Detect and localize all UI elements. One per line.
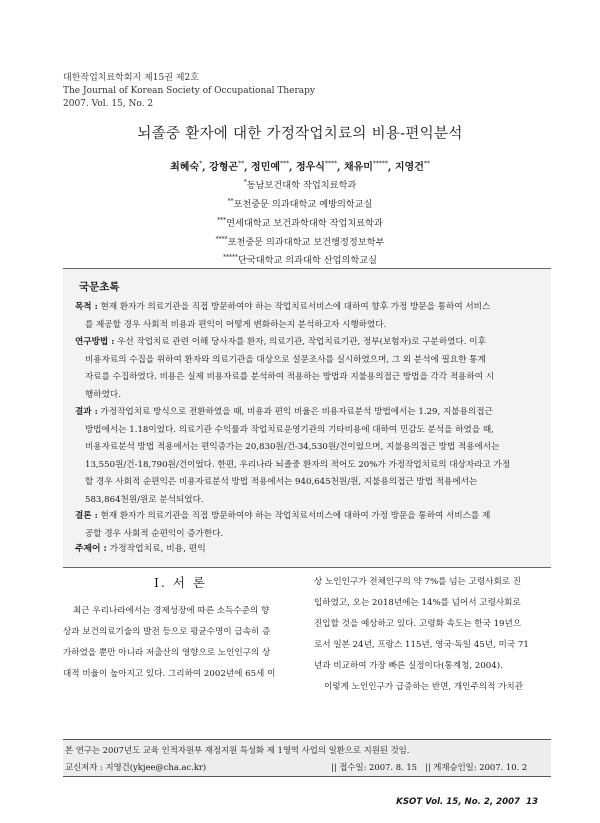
- author-mark: ***: [280, 160, 290, 168]
- author-mark: *: [199, 160, 203, 168]
- received-date: || 접수일: 2007. 8. 15: [331, 762, 418, 772]
- author-name: 정우식: [295, 162, 325, 173]
- affiliation-text: 연세대학교 보건과학대학 작업치료학과: [226, 218, 383, 229]
- abstract-line: 583,864천원/원로 분석되었다.: [85, 494, 204, 505]
- affiliation: [0, 177, 600, 191]
- affiliation: [0, 196, 600, 210]
- body-paragraph: [314, 572, 551, 698]
- affiliation-text: 포천중문 의과대학교 보건행정정보학부: [227, 237, 385, 248]
- body-line: 진입할 것을 예상하고 있다. 고령화 속도는 한국 19년으: [314, 619, 522, 629]
- abstract-line: 비용자료의 수집을 위하여 환자와 의료기관을 대상으로 설문조사를 실시하였으며, 그 외 분석에 필요한 통계: [85, 354, 486, 365]
- affiliation: [0, 215, 600, 229]
- accepted-date: || 게재승인일: 2007. 10. 2: [425, 762, 528, 772]
- author-mark: ****: [324, 160, 337, 168]
- author-mark: **: [238, 160, 245, 168]
- abstract-line: 행하였다.: [85, 389, 121, 400]
- keywords: [75, 541, 206, 554]
- affiliation: [0, 234, 600, 248]
- keywords-label: 주제어 :: [75, 544, 107, 554]
- abstract-text: 현재 환자가 의료기관을 직접 방문하여야 하는 작업치료서비스에 대하여 가정 방문을 통하여 서비스를 제: [97, 511, 491, 521]
- footer-citation: KSOT Vol. 15, No. 2, 2007: [396, 797, 521, 807]
- paper-title: 뇌졸중 환자에 대한 가정작업치료의 비용-편익분석: [137, 126, 463, 142]
- affiliation-mark: *****: [223, 253, 239, 261]
- abstract-line: [75, 334, 541, 352]
- author-name: 강형곤: [209, 162, 239, 173]
- author-name: 채유미: [343, 162, 373, 173]
- abstract-results: [75, 404, 541, 509]
- affiliation-text: 단국대학교 의과대학 산업의학교실: [238, 255, 377, 266]
- abstract-line: [75, 404, 541, 422]
- author-name: 최혜숙: [170, 162, 200, 173]
- journal-name-english: The Journal of Korean Society of Occupational Therapy: [63, 86, 316, 96]
- affiliation: [0, 252, 600, 266]
- affiliation-mark: ***: [217, 216, 227, 224]
- corresponding-author: [63, 759, 551, 777]
- affiliation-mark: **: [227, 197, 234, 205]
- page-number: 13: [526, 797, 538, 807]
- results-label: 결과 :: [75, 407, 98, 417]
- body-line: 로서 일본 24년, 프랑스 115년, 영국·독일 45년, 미국 71: [314, 640, 529, 650]
- abstract-line: 자료를 수집하였다. 비용은 실제 비용자료를 분석하여 적용하는 방법과 지불용의접근 방법을 각각 적용하여 시: [85, 372, 495, 382]
- body-line: 가하였을 뿐만 아니라 저출산의 영향으로 노인인구의 상: [63, 648, 271, 658]
- body-line: 대적 비율이 높아지고 있다. 그리하여 2002년에 65세 이: [63, 669, 276, 679]
- contact-author: 교신저자 : 지영건(ykjee@cha.ac.kr): [65, 762, 207, 772]
- author-mark: **: [423, 160, 430, 168]
- body-line: 입하였고, 오는 2018년에는 14%를 넘어서 고령사회로: [314, 598, 521, 608]
- abstract-text: 가정작업치료 방식으로 전환하였을 때, 비용과 편익 비율은 비용자료분석 방법에서는 1.29, 지불용의접근: [97, 407, 493, 417]
- abstract-line: 비용자료분석 방법 적용에서는 편익증가는 20,830원/건-34,530원/건이었으며, 지불용의접근 방법 적용에서는: [85, 442, 500, 452]
- author-mark: *****: [372, 160, 388, 168]
- author-name: 정민예: [251, 162, 281, 173]
- body-line: 최근 우리나라에서는 경제성장에 따른 소득수준의 향: [73, 606, 270, 616]
- author-name: 지영건: [394, 162, 424, 173]
- abstract-heading: 국문초록: [79, 281, 120, 293]
- affiliation-text: 동남보건대학 작업치료학과: [246, 180, 357, 191]
- abstract-line: [75, 508, 541, 526]
- author-list: 최혜숙*, 강형곤**, 정민예***, 정우식****, 채유미*****, 지영건**: [170, 160, 430, 173]
- conclusion-label: 결론 :: [75, 511, 98, 521]
- abstract-methods: [75, 334, 541, 404]
- affiliation-text: 포천중문 의과대학교 예방의학교실: [233, 199, 373, 210]
- purpose-label: 목적 :: [75, 302, 98, 312]
- body-line: 년과 비교하여 가장 빠른 실정이다(통계청, 2004).: [314, 661, 503, 671]
- affiliation-mark: *: [243, 178, 247, 186]
- body-line: 이렇게 노인인구가 급증하는 반면, 개인주의적 가치관: [324, 682, 524, 692]
- page-footer: [396, 797, 538, 807]
- methods-label: 연구방법 :: [75, 337, 115, 347]
- abstract-line: 할 경우 사회적 순편익은 비용자료분석 방법 적용에서는 940,645천원/원, 지불용의접근 방법 적용에서는: [85, 477, 478, 487]
- abstract-line: [75, 299, 541, 317]
- abstract-line: 13,550원/건-18,790원/건이었다. 한편, 우리나라 뇌졸중 환자의 적어도 20%가 가정작업치료의 대상자라고 가정: [85, 459, 511, 470]
- abstract-line: 방법에서는 1.18이었다. 의료기관 수익률과 작업치료운영기관의 기타비용에 대하여 민감도 분석을 하였을 때,: [85, 424, 494, 435]
- body-paragraph: [63, 601, 298, 685]
- journal-name-korean: 대한작업치료학회지 제15권 제2호: [63, 73, 199, 83]
- abstract-conclusion: [75, 508, 541, 543]
- body-column-right: [314, 572, 551, 698]
- affiliation-mark: ****: [215, 235, 228, 243]
- body-column-left: [63, 572, 298, 685]
- abstract-box: [63, 268, 551, 568]
- abstract-text: 우선 작업치료 관련 이해 당사자를 환자, 의료기관, 작업치료기관, 정부(보험자)로 구분하였다. 이후: [114, 337, 486, 347]
- body-line: 상과 보건의료기술의 발전 등으로 평균수명이 급속히 증: [63, 627, 271, 637]
- abstract-text: 현재 환자가 의료기관을 직접 방문하여야 하는 작업치료서비스에 대하여 향후 가정 방문을 통하여 서비스: [97, 302, 491, 312]
- body-line: 상 노인인구가 전체인구의 약 7%를 넘는 고령사회로 진: [314, 577, 522, 587]
- abstract-line: 공할 경우 사회적 순편익이 증가한다.: [85, 528, 224, 539]
- section-heading: Ⅰ. 서 론: [153, 575, 207, 590]
- journal-volume: 2007. Vol. 15, No. 2: [63, 99, 154, 109]
- journal-header: [63, 72, 315, 111]
- abstract-purpose: [75, 299, 541, 334]
- keywords-text: 가정작업치료, 비용, 편익: [106, 544, 206, 554]
- abstract-line: 를 제공할 경우 사회적 비용과 편익이 어떻게 변화하는지 분석하고자 시행하였다.: [85, 319, 387, 330]
- funding-note: 본 연구는 2007년도 교육 인적자원부 재정지원 특성화 제 1영역 사업의 일환으로 지원된 것임.: [63, 739, 551, 759]
